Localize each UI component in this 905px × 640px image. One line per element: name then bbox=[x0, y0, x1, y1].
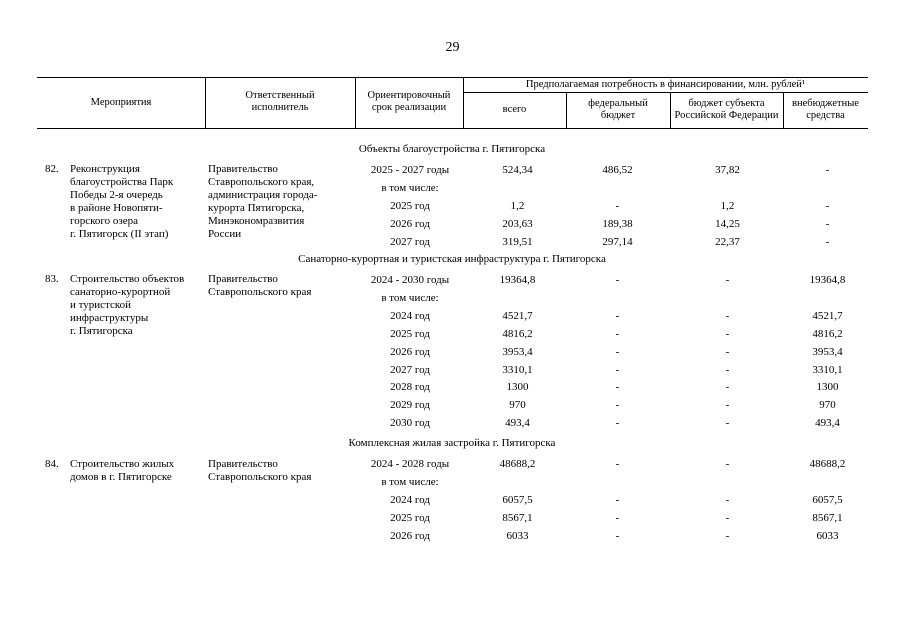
section-title: Санаторно-курортная и туристская инфраструктура г. Пятигорска bbox=[298, 253, 606, 265]
row-extra: 493,4 bbox=[815, 417, 840, 429]
row-period: 2025 год bbox=[390, 200, 430, 212]
row-regional: - bbox=[725, 494, 730, 506]
row-federal: 486,52 bbox=[602, 164, 633, 176]
row-period: 2025 год bbox=[390, 512, 430, 524]
row-federal: - bbox=[615, 274, 620, 286]
row-regional: - bbox=[725, 530, 730, 542]
row-federal: - bbox=[615, 417, 620, 429]
row-extra: - bbox=[825, 164, 830, 176]
row-federal: - bbox=[615, 512, 620, 524]
row-period: 2026 год bbox=[390, 346, 430, 358]
row-federal: - bbox=[615, 200, 620, 212]
row-period: 2026 год bbox=[390, 218, 430, 230]
item-number: 82. bbox=[45, 163, 59, 175]
header-funding-group: Предполагаемая потребность в финансировании, млн. рублей¹ bbox=[525, 79, 806, 90]
row-period: 2024 год bbox=[390, 310, 430, 322]
header-executor: Ответственный исполнитель bbox=[245, 90, 315, 113]
row-total: 1,2 bbox=[510, 200, 525, 212]
row-extra: 6057,5 bbox=[812, 494, 843, 506]
row-regional: - bbox=[725, 274, 730, 286]
row-total: 203,63 bbox=[502, 218, 533, 230]
row-total: 3310,1 bbox=[502, 364, 533, 376]
row-regional: 1,2 bbox=[720, 200, 735, 212]
row-extra: 3310,1 bbox=[812, 364, 843, 376]
row-extra: 4521,7 bbox=[812, 310, 843, 322]
funding-subheader-rule bbox=[463, 92, 868, 93]
row-federal: - bbox=[615, 346, 620, 358]
row-federal: - bbox=[615, 399, 620, 411]
item-name: Строительство жилых домов в г. Пятигорске bbox=[70, 458, 175, 483]
header-period: Ориентировочный срок реализации bbox=[367, 90, 451, 113]
row-federal: - bbox=[615, 458, 620, 470]
row-period: 2030 год bbox=[390, 417, 430, 429]
item-number: 84. bbox=[45, 458, 59, 470]
row-period: 2028 год bbox=[390, 381, 430, 393]
table-header-bottom-rule bbox=[37, 128, 868, 129]
row-regional: 22,37 bbox=[715, 236, 740, 248]
row-total: 6033 bbox=[506, 530, 529, 542]
row-total: 319,51 bbox=[502, 236, 533, 248]
row-regional: - bbox=[725, 512, 730, 524]
row-period: 2024 год bbox=[390, 494, 430, 506]
row-total: 524,34 bbox=[502, 164, 533, 176]
row-period: 2024 - 2030 годы bbox=[370, 274, 450, 286]
row-federal: - bbox=[615, 494, 620, 506]
header-measures: Мероприятия bbox=[90, 97, 152, 108]
table-top-rule bbox=[37, 77, 868, 78]
item-executor: Правительство Ставропольского края, администрация города- курорта Пятигорска, Минэкономразвития России bbox=[208, 163, 318, 240]
row-federal: 297,14 bbox=[602, 236, 633, 248]
row-extra: - bbox=[825, 236, 830, 248]
row-extra: 970 bbox=[819, 399, 836, 411]
row-federal: - bbox=[615, 381, 620, 393]
item-number: 83. bbox=[45, 273, 59, 285]
row-period: 2027 год bbox=[390, 236, 430, 248]
row-period: 2024 - 2028 годы bbox=[370, 458, 450, 470]
row-extra: 3953,4 bbox=[812, 346, 843, 358]
row-period: в том числе: bbox=[381, 292, 439, 304]
row-total: 6057,5 bbox=[502, 494, 533, 506]
item-executor: Правительство Ставропольского края bbox=[208, 273, 312, 298]
header-extra: внебюджетные средства bbox=[792, 98, 859, 121]
row-regional: 37,82 bbox=[715, 164, 740, 176]
header-regional: бюджет субъекта Российской Федерации bbox=[674, 98, 779, 121]
row-total: 3953,4 bbox=[502, 346, 533, 358]
row-extra: 1300 bbox=[816, 381, 839, 393]
row-federal: - bbox=[615, 364, 620, 376]
row-extra: 6033 bbox=[816, 530, 839, 542]
row-regional: - bbox=[725, 417, 730, 429]
row-total: 8567,1 bbox=[502, 512, 533, 524]
row-federal: - bbox=[615, 530, 620, 542]
row-regional: - bbox=[725, 399, 730, 411]
item-name: Реконструкция благоустройства Парк Победы 2-я очередь в районе Новопяти- горского озера г. Пятигорск (II этап) bbox=[70, 163, 174, 240]
row-federal: - bbox=[615, 328, 620, 340]
row-regional: - bbox=[725, 310, 730, 322]
row-period: 2025 год bbox=[390, 328, 430, 340]
row-total: 4521,7 bbox=[502, 310, 533, 322]
page-number: 29 bbox=[445, 40, 460, 55]
row-regional: - bbox=[725, 364, 730, 376]
header-federal: федеральный бюджет bbox=[588, 98, 648, 121]
row-period: 2027 год bbox=[390, 364, 430, 376]
row-period: 2026 год bbox=[390, 530, 430, 542]
row-total: 4816,2 bbox=[502, 328, 533, 340]
row-extra: 4816,2 bbox=[812, 328, 843, 340]
row-federal: 189,38 bbox=[602, 218, 633, 230]
row-regional: - bbox=[725, 328, 730, 340]
row-regional: - bbox=[725, 381, 730, 393]
row-period: 2025 - 2027 годы bbox=[370, 164, 450, 176]
row-regional: 14,25 bbox=[715, 218, 740, 230]
item-name: Строительство объектов санаторно-курортной и туристской инфраструктуры г. Пятигорска bbox=[70, 273, 185, 337]
section-title: Комплексная жилая застройка г. Пятигорска bbox=[348, 437, 556, 449]
row-regional: - bbox=[725, 346, 730, 358]
row-period: в том числе: bbox=[381, 476, 439, 488]
row-total: 48688,2 bbox=[499, 458, 536, 470]
row-total: 19364,8 bbox=[499, 274, 536, 286]
row-total: 493,4 bbox=[505, 417, 530, 429]
item-executor: Правительство Ставропольского края bbox=[208, 458, 312, 483]
row-extra: 48688,2 bbox=[809, 458, 846, 470]
row-federal: - bbox=[615, 310, 620, 322]
row-total: 1300 bbox=[506, 381, 529, 393]
row-regional: - bbox=[725, 458, 730, 470]
header-total: всего bbox=[502, 104, 527, 115]
row-extra: - bbox=[825, 218, 830, 230]
row-extra: - bbox=[825, 200, 830, 212]
row-period: в том числе: bbox=[381, 182, 439, 194]
section-title: Объекты благоустройства г. Пятигорска bbox=[358, 143, 546, 155]
row-period: 2029 год bbox=[390, 399, 430, 411]
row-extra: 19364,8 bbox=[809, 274, 846, 286]
row-total: 970 bbox=[509, 399, 526, 411]
row-extra: 8567,1 bbox=[812, 512, 843, 524]
